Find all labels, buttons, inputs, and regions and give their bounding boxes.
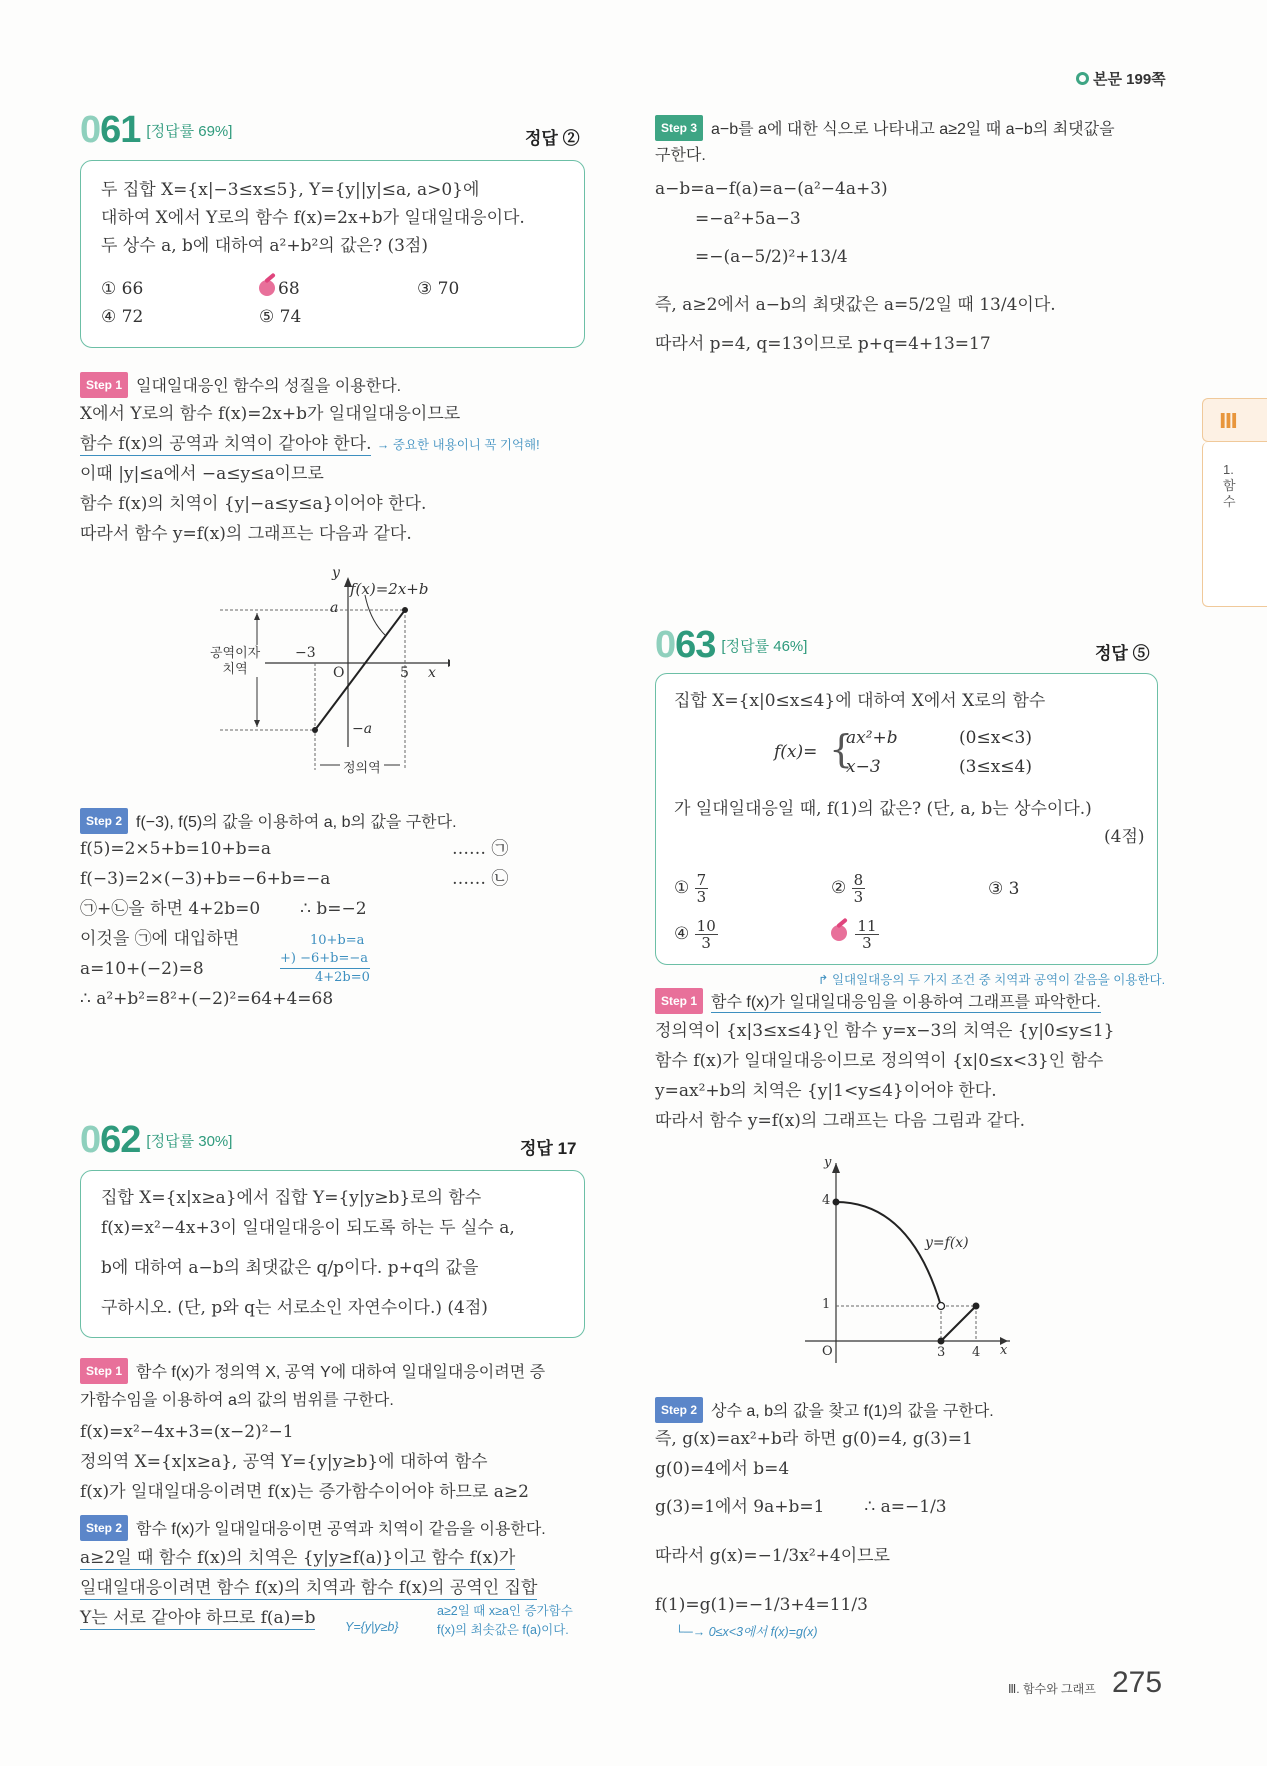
x-axis-label: x xyxy=(428,665,436,681)
solution-line: a=10+(−2)=8 xyxy=(80,959,204,979)
solution-line: X에서 Y로의 함수 f(x)=2x+b가 일대일대응이므로 xyxy=(80,404,461,424)
tip-note: f(x)의 최솟값은 f(a)이다. xyxy=(437,1623,569,1637)
page-reference xyxy=(1076,68,1166,89)
solution-line: f(1)=g(1)=−1/3+4=11/3 xyxy=(655,1595,868,1615)
choice-3[interactable]: ③ 3 xyxy=(988,879,1020,899)
correct-rate: [정답률 69%] xyxy=(146,123,233,140)
x-min-label: −3 xyxy=(295,645,316,661)
solution-line: ㉠+㉡을 하면 4+2b=0 ∴ b=−2 xyxy=(80,899,367,919)
choice-5[interactable]: ⑤ 74 xyxy=(259,307,302,327)
solution-line: a−b=a−f(a)=a−(a²−4a+3) xyxy=(655,179,888,199)
choice-4[interactable]: ④ $\frac{10}{3}$ xyxy=(674,917,716,952)
footer-chapter: Ⅲ. 함수와 그래프 xyxy=(1008,1682,1096,1696)
solution-line: f(−3)=2×(−3)+b=−6+b=−a xyxy=(80,869,331,889)
circle-arrow-icon xyxy=(1076,72,1089,85)
solution-line: 함수 f(x)의 치역이 {y|−a≤y≤a}이어야 한다. xyxy=(80,494,427,514)
solution-line: 이것을 ㉠에 대입하면 xyxy=(80,929,240,949)
step1-heading: Step 1 함수 f(x)가 일대일대응임을 이용하여 그래프를 파악한다. xyxy=(655,988,1101,1014)
origin-label: O xyxy=(822,1344,833,1359)
equation-tag: …… ㉡ xyxy=(452,869,509,889)
y-tick-1: 1 xyxy=(822,1297,831,1312)
x-max-label: 5 xyxy=(400,665,409,681)
solution-line: 함수 f(x)의 공역과 치역이 같아야 한다. → 중요한 내용이니 꼭 기억해! xyxy=(80,434,540,454)
solution-line: y=ax²+b의 치역은 {y|1<y≤4}이어야 한다. xyxy=(655,1081,997,1101)
step-badge: Step 1 xyxy=(655,988,703,1014)
tip-note: └─→ 0≤x<3에서 f(x)=g(x) xyxy=(675,1625,818,1639)
solution-line: g(0)=4에서 b=4 xyxy=(655,1459,790,1479)
step3-heading-cont: 구한다. xyxy=(655,147,706,164)
origin-label: O xyxy=(333,665,345,681)
codomain-label: 공역이자 xyxy=(210,645,261,660)
x-tick-4: 4 xyxy=(972,1345,981,1360)
solution-line: 따라서 함수 y=f(x)의 그래프는 다음 그림과 같다. xyxy=(655,1111,1025,1131)
check-mark-icon xyxy=(831,925,847,941)
tip-note: → 중요한 내용이니 꼭 기억해! xyxy=(376,438,540,452)
section-char: 함 xyxy=(1223,478,1236,493)
y-tick-4: 4 xyxy=(822,1193,831,1208)
solution-line: =−a²+5a−3 xyxy=(695,209,801,229)
step2-heading: Step 2 함수 f(x)가 일대일대응이면 공역과 치역이 같음을 이용한다. xyxy=(80,1515,546,1541)
solution-line: a≥2일 때 함수 f(x)의 치역은 {y|y≥f(a)}이고 함수 f(x)가 xyxy=(80,1548,516,1568)
piecewise-graph-svg xyxy=(800,1155,1030,1370)
a-label: a xyxy=(330,600,339,616)
neg-a-label: −a xyxy=(352,721,373,737)
question-line: 집합 X={x|0≤x≤4}에 대하여 X에서 X로의 함수 xyxy=(674,691,1046,711)
choice-2[interactable]: 68 xyxy=(259,279,300,299)
graph-linear-function xyxy=(210,565,450,790)
x-tick-3: 3 xyxy=(937,1345,946,1360)
step-badge: Step 2 xyxy=(655,1397,703,1423)
step-badge: Step 2 xyxy=(80,808,128,834)
question-line: 구하시오. (단, p와 q는 서로소인 자연수이다.) (4점) xyxy=(101,1298,488,1318)
step1-heading: Step 1 함수 f(x)가 정의역 X, 공역 Y에 대하여 일대일대응이려면 증 xyxy=(80,1358,545,1384)
solution-line: f(x)=x²−4x+3=(x−2)²−1 xyxy=(80,1422,294,1442)
choice-3[interactable]: ③ 70 xyxy=(417,279,460,299)
section-char: 수 xyxy=(1223,494,1236,509)
step-badge: Step 2 xyxy=(80,1515,128,1541)
question-line: b에 대하여 a−b의 최댓값은 q/p이다. p+q의 값을 xyxy=(101,1258,479,1278)
domain-label: 정의역 xyxy=(340,757,384,776)
solution-line: 따라서 g(x)=−1/3x²+4이므로 xyxy=(655,1546,890,1566)
choice-1[interactable]: ① $\frac{7}{3}$ xyxy=(674,871,707,906)
choice-1[interactable]: ① 66 xyxy=(101,279,144,299)
question-line: 두 집합 X={x|−3≤x≤5}, Y={y||y|≤a, a>0}에 xyxy=(101,180,480,200)
problem-061-box xyxy=(80,160,585,348)
step-badge: Step 3 xyxy=(655,115,703,141)
solution-line: 함수 f(x)가 일대일대응이므로 정의역이 {x|0≤x<3}인 함수 xyxy=(655,1051,1104,1071)
solution-line: 일대일대응이려면 함수 f(x)의 치역과 함수 f(x)의 공역인 집합 xyxy=(80,1578,538,1598)
solution-line: g(3)=1에서 9a+b=1 ∴ a=−1/3 xyxy=(655,1497,947,1517)
problem-062-box xyxy=(80,1170,585,1338)
solution-line: =−(a−5/2)²+13/4 xyxy=(695,247,848,267)
answer-label: 정답 17 xyxy=(520,1139,577,1158)
step-badge: Step 1 xyxy=(80,1358,128,1384)
answer-label: 정답 ⑤ xyxy=(1095,644,1150,663)
step2-heading: Step 2 f(−3), f(5)의 값을 이용하여 a, b의 값을 구한다. xyxy=(80,808,457,834)
solution-line: 정의역 X={x|x≥a}, 공역 Y={y|y≥b}에 대하여 함수 xyxy=(80,1452,488,1472)
choice-5[interactable]: $\frac{11}{3}$ xyxy=(831,918,879,951)
choice-4[interactable]: ④ 72 xyxy=(101,307,144,327)
solution-line: f(5)=2×5+b=10+b=a xyxy=(80,839,272,859)
step1-heading-cont: 가함수임을 이용하여 a의 값의 범위를 구한다. xyxy=(80,1392,394,1409)
piecewise-function: f(x)= { ax²+b (0≤x<3) x−3 (3≤x≤4) xyxy=(774,727,1032,777)
tip-note: a≥2일 때 x≥a인 증가함수 xyxy=(437,1604,573,1618)
answer-label: 정답 ② xyxy=(525,129,580,148)
question-line: 집합 X={x|x≥a}에서 집합 Y={y|y≥b}로의 함수 xyxy=(101,1188,482,1208)
ref-label: 본문 199쪽 xyxy=(1093,71,1166,88)
y-axis-label: y xyxy=(332,565,340,581)
correct-rate: [정답률 30%] xyxy=(146,1133,233,1150)
side-calculation: 10+b=a +) −6+b=−a 4+2b=0 xyxy=(280,933,370,985)
correct-rate: [정답률 46%] xyxy=(721,638,808,655)
problem-number: 063 xyxy=(655,624,716,666)
page-number: 275 xyxy=(1112,1666,1163,1699)
tip-note: ↱ 일대일대응의 두 가지 조건 중 치역과 공역이 같음을 이용한다. xyxy=(818,973,1166,987)
solution-line: Y는 서로 같아야 하므로 f(a)=b xyxy=(80,1608,316,1628)
choice-2[interactable]: ② $\frac{8}{3}$ xyxy=(831,871,864,906)
problem-062-header xyxy=(80,1120,580,1160)
step3-heading: Step 3 a−b를 a에 대한 식으로 나타내고 a≥2일 때 a−b의 최댓값을 xyxy=(655,115,1115,141)
chapter-numeral: Ⅲ xyxy=(1219,411,1238,433)
problem-063-box xyxy=(655,673,1158,965)
solution-line: f(x)가 일대일대응이려면 f(x)는 증가함수이어야 하므로 a≥2 xyxy=(80,1482,529,1502)
question-line: f(x)=x²−4x+3이 일대일대응이 되도록 하는 두 실수 a, xyxy=(101,1218,515,1238)
question-line: 두 상수 a, b에 대하여 a²+b²의 값은? (3점) xyxy=(101,236,428,256)
step-badge: Step 1 xyxy=(80,372,128,398)
problem-number: 061 xyxy=(80,109,141,151)
codomain-label: 치역 xyxy=(222,661,248,676)
solution-line: 정의역이 {x|3≤x≤4}인 함수 y=x−3의 치역은 {y|0≤y≤1} xyxy=(655,1021,1115,1041)
solution-line: 즉, a≥2에서 a−b의 최댓값은 a=5/2일 때 13/4이다. xyxy=(655,295,1056,315)
section-tab[interactable] xyxy=(1202,442,1267,607)
solution-line: 이때 |y|≤a에서 −a≤y≤a이므로 xyxy=(80,464,324,484)
question-line: 가 일대일대응일 때, f(1)의 값은? (단, a, b는 상수이다.) xyxy=(674,799,1092,819)
problem-063-header xyxy=(655,625,1155,665)
func-label: y=f(x) xyxy=(925,1235,969,1251)
question-line: (4점) xyxy=(1104,827,1145,847)
solution-line: 따라서 p=4, q=13이므로 p+q=4+13=17 xyxy=(655,334,991,354)
problem-number: 062 xyxy=(80,1119,141,1161)
step2-heading: Step 2 상수 a, b의 값을 찾고 f(1)의 값을 구한다. xyxy=(655,1397,994,1423)
tip-note: Y={y|y≥b} xyxy=(345,1620,399,1634)
section-number: 1. xyxy=(1223,462,1234,477)
problem-061-header xyxy=(80,110,580,150)
equation-tag: …… ㉠ xyxy=(452,839,509,859)
solution-line: ∴ a²+b²=8²+(−2)²=64+4=68 xyxy=(80,989,334,1009)
question-line: 대하여 X에서 Y로의 함수 f(x)=2x+b가 일대일대응이다. xyxy=(101,208,525,228)
graph-piecewise-function xyxy=(800,1155,1030,1370)
solution-line: 따라서 함수 y=f(x)의 그래프는 다음과 같다. xyxy=(80,524,412,544)
y-axis-label: y xyxy=(824,1155,832,1170)
func-label: f(x)=2x+b xyxy=(350,580,429,598)
step1-heading: Step 1 일대일대응인 함수의 성질을 이용한다. xyxy=(80,372,401,398)
check-mark-icon xyxy=(259,280,275,296)
x-axis-label: x xyxy=(1000,1343,1008,1358)
solution-line: 즉, g(x)=ax²+b라 하면 g(0)=4, g(3)=1 xyxy=(655,1429,973,1449)
chapter-tab[interactable] xyxy=(1202,398,1267,442)
